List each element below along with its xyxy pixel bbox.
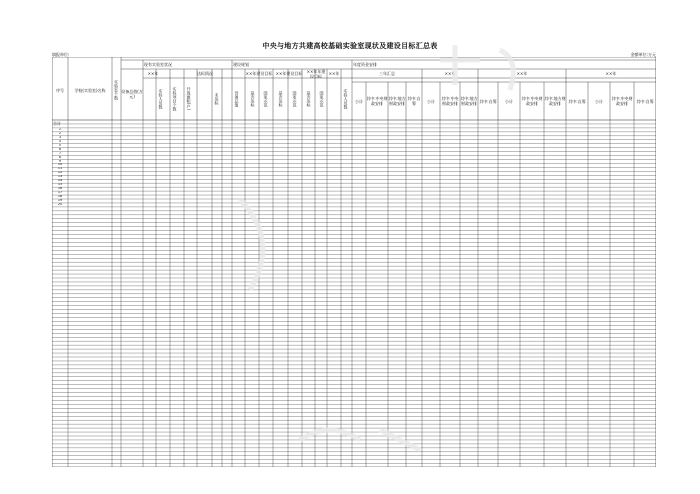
header-plan-staff: 实验人员数 [343, 89, 349, 109]
row-number: 15 [57, 183, 63, 187]
header-self-1: 其中:自筹 [407, 96, 421, 106]
header-subtotal-1: 小计 [355, 98, 363, 104]
header-year-c: ××年 [605, 71, 617, 76]
header-central-1: 其中:中央财政安排 [366, 96, 388, 106]
header-reach-1: 是否达标 [250, 91, 256, 107]
header-school-name: 学校(实验室)名称 [74, 87, 106, 93]
row-number: 9 [58, 159, 62, 163]
header-reach-status: 达标情况 [197, 71, 213, 76]
row-number: 5 [58, 143, 62, 147]
row-number: 8 [58, 155, 62, 159]
header-national-3: 国家示范 [319, 91, 325, 107]
row-number: 1 [58, 127, 62, 131]
header-year-b: ××年 [516, 71, 528, 76]
header-staff-count: 实验人员数 [158, 89, 164, 109]
row-number: 14 [57, 179, 63, 183]
header-reach-3: 是否达标 [306, 91, 312, 107]
header-subtotal-4: 小计 [595, 98, 603, 104]
reporting-unit-label: 填报单位: [52, 52, 70, 57]
header-year-current: ××年 [147, 71, 159, 76]
header-local-3: 其中:地方财政安排 [544, 96, 566, 106]
header-year-plan: ××年 [328, 71, 340, 76]
row-number: 19 [57, 199, 63, 202]
header-not-reach: 未达标 [214, 93, 220, 105]
header-national-2: 国家示范 [292, 91, 298, 107]
row-total-label: 合计 [53, 120, 61, 126]
header-reach-2: 是否达标 [278, 91, 284, 107]
row-number: 20 [57, 202, 63, 206]
header-project-count: 实验项目个数 [172, 87, 178, 111]
header-build-target-1: ××年建设目标 [245, 71, 273, 76]
header-build-target-3: ××年年建设目标 [306, 69, 326, 78]
header-subtotal-2: 小计 [427, 98, 435, 104]
summary-table [52, 57, 656, 467]
row-number: 18 [57, 195, 63, 199]
header-plan-equipment: 设备总值 [234, 91, 240, 107]
row-number: 4 [58, 139, 62, 143]
header-year-a: ××年 [444, 71, 456, 76]
row-number: 11 [57, 167, 63, 171]
header-self-4: 其中:自筹 [636, 98, 654, 104]
page-title: 中央与地方共建高校基础实验室现状及建设目标汇总表 [262, 42, 438, 50]
header-open-area: 开放面积(户) [186, 87, 192, 111]
row-number: 2 [58, 131, 62, 135]
header-three-year-summary: 三年汇总 [379, 71, 395, 76]
header-local-2: 其中:地方财政安排 [460, 96, 478, 106]
header-equipment-value: 设备总值(万元) [121, 89, 143, 99]
header-seq: 序号 [56, 87, 64, 93]
header-planning: 建设规划 [233, 62, 249, 67]
header-lab-count: 实验室个数 [114, 80, 119, 100]
row-number: 10 [57, 163, 63, 167]
header-annual-budget: 年度资金安排 [353, 62, 377, 67]
header-self-2: 其中:自筹 [479, 98, 497, 104]
header-self-3: 其中:自筹 [568, 98, 586, 104]
row-number: 16 [57, 187, 63, 191]
amount-unit-label: 金额单位:万元 [630, 52, 656, 57]
header-central-3: 其中:中央财政安排 [521, 96, 543, 106]
row-number: 12 [57, 171, 63, 175]
header-national-1: 国家示范 [263, 91, 269, 107]
header-build-target-2: ××年建设目标 [275, 71, 303, 76]
row-number: 17 [57, 191, 63, 195]
header-current-status: 现有实验室状况 [144, 62, 172, 67]
row-number: 7 [58, 151, 62, 155]
header-central-2: 其中:中央财政安排 [441, 96, 459, 106]
header-local-1: 其中:地方财政安排 [388, 96, 406, 106]
row-number: 3 [58, 135, 62, 139]
row-number: 13 [57, 175, 63, 179]
header-central-4: 其中:中央财政安排 [611, 96, 633, 106]
header-subtotal-3: 小计 [505, 98, 513, 104]
row-number: 6 [58, 147, 62, 151]
